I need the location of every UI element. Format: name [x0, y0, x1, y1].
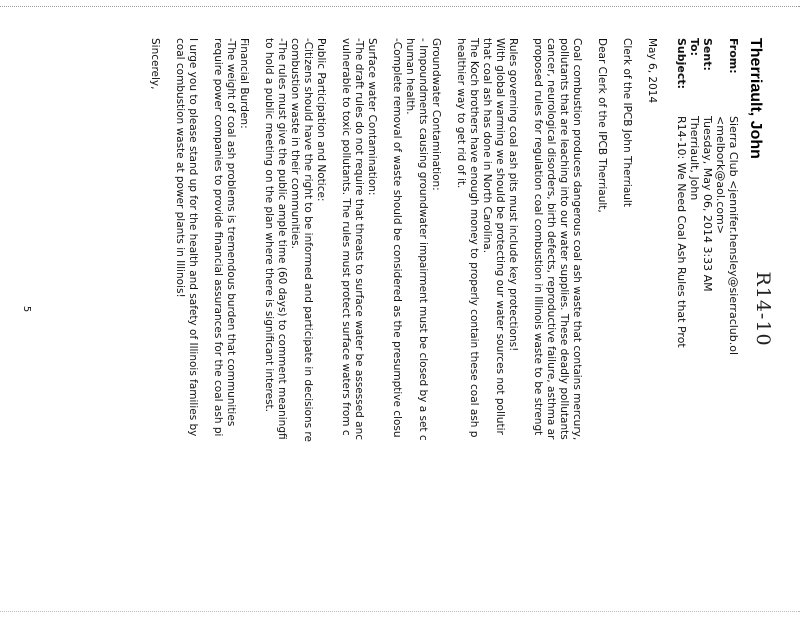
header-row [688, 38, 701, 355]
paragraph-line: proposed rules for regulation coal combustion in Illinois waste to be strengt [532, 38, 544, 436]
letter-paragraphs [173, 38, 583, 618]
paragraph [211, 38, 250, 618]
paragraph [531, 38, 583, 618]
header-key: From: [727, 38, 740, 74]
paragraph-line: pollutants that are leaching into our water supplies. These deadly pollutants [558, 38, 570, 440]
letter-closing: Sincerely, [149, 38, 161, 90]
paragraph [173, 38, 199, 618]
paragraph-line: human health. [404, 38, 416, 115]
header-key [714, 38, 727, 116]
paragraph [339, 38, 378, 618]
letter-body [136, 38, 658, 618]
paragraph-line: -Citizens should have the right to be informed and participate in decisions re [302, 38, 314, 442]
header-key: Subject: [675, 38, 688, 90]
paragraph-line: I urge you to please stand up for the health and safety of Illinois families by [187, 38, 199, 437]
sender-name: Therriault, John [747, 38, 764, 159]
paragraph-line: With global warming we should be protecting our water sources not pollutir [494, 38, 506, 435]
header-row [714, 38, 727, 355]
paragraph-line: Rules governing coal ash pits must include key protections! [507, 38, 519, 352]
paragraph-line: vulnerable to toxic pollutants. The rules must protect surface waters from c [340, 38, 352, 436]
paragraph-line: -The weight of coal ash problems is tremendous burden that communities [225, 38, 237, 427]
letter-date: May 6, 2014 [646, 38, 658, 104]
header-value: Sierra Club <jennifer.hensley@sierraclub.ol [727, 116, 740, 356]
page-number: 5 [21, 305, 32, 313]
paragraph-line: Public Participation and Notice: [315, 38, 327, 202]
docket-code: R14-10 [752, 271, 774, 347]
paragraph-line: that coal ash has done in North Carolina. [481, 38, 493, 254]
header-value: <melbork@aol.com> [714, 116, 727, 235]
paragraph-line: require power companies to provide financial assurances for the coal ash pi [212, 38, 224, 437]
letter-recipient: Clerk of the IPCB John Therriault [621, 38, 633, 207]
paragraph-line: to hold a public meeting on the plan where there is significant interest. [263, 38, 275, 413]
paragraph-line: coal combustion waste at power plants in Illinois! [174, 38, 186, 298]
paragraph-line: -The rules must give the public ample time (60 days) to comment meaningfi [276, 38, 288, 440]
header-value: Therriault, John [688, 116, 701, 201]
paragraph-line: Coal combustion produces dangerous coal ash waste that contains mercury, [571, 38, 583, 441]
paragraph-line: cancer, neurological disorders, birth defects, reproductive failure, asthma ar [545, 38, 557, 440]
header-row [701, 38, 714, 355]
header-row [727, 38, 740, 355]
paragraph [390, 38, 442, 618]
header-value: Tuesday, May 06, 2014 3:33 AM [701, 116, 714, 292]
paragraph [454, 38, 519, 618]
paragraph-line: Groundwater Contamination: [430, 38, 442, 191]
header-value: R14-10: We Need Coal Ash Rules that Prot [675, 116, 688, 348]
paragraph-line: -Complete removal of waste should be considered as the presumptive closu [391, 38, 403, 438]
paragraph [262, 38, 327, 618]
paragraph-line: healthier way to get rid of it. [455, 38, 467, 189]
email-header [675, 38, 740, 355]
header-key: To: [688, 38, 701, 56]
paragraph-line: Financial Burden: [238, 38, 250, 129]
paragraph-line: combustion waste in their communities. [289, 38, 301, 249]
scan-edge-left [0, 6, 800, 15]
paragraph-line: - Impoundments causing groundwater impairment must be closed by a set c [417, 38, 429, 441]
letter-salutation: Dear Clerk of the IPCB Therriault, [596, 38, 608, 213]
paragraph-line: The Koch brothers have enough money to properly contain these coal ash p [468, 38, 480, 438]
header-key: Sent: [701, 38, 714, 71]
paragraph-line: Surface water Contamination: [366, 38, 378, 196]
header-row [675, 38, 688, 355]
paragraph-line: -The draft rules do not require that threats to surface water be assessed anc [353, 38, 365, 441]
